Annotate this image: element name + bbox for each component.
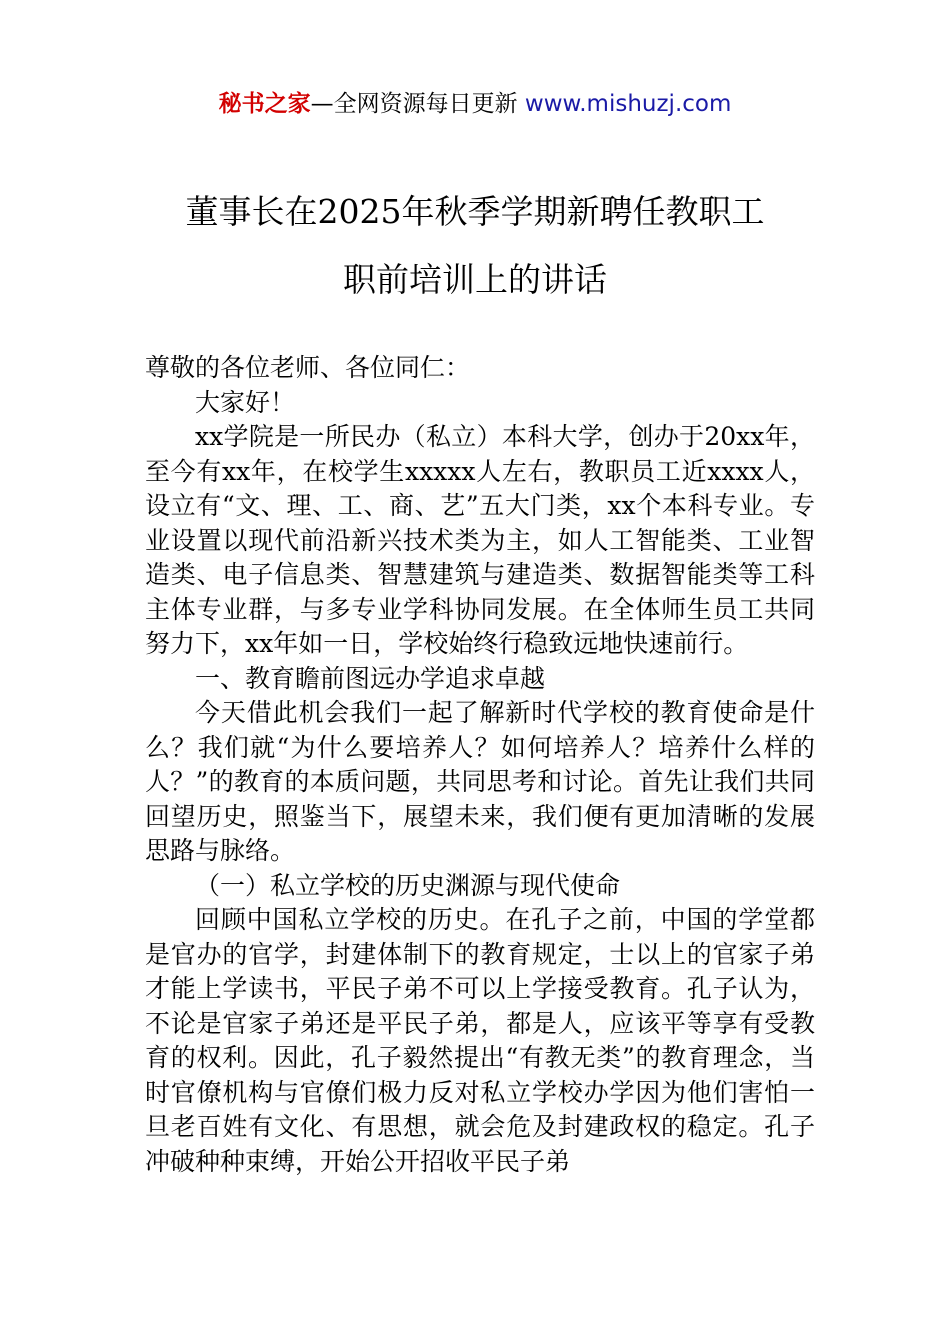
site-url-link[interactable]: www.mishuzj.com xyxy=(524,91,732,117)
document-body xyxy=(145,351,815,1179)
banner-slogan: —全网资源每日更新 xyxy=(310,91,518,117)
brand-name: 秘书之家 xyxy=(218,91,311,117)
salutation: 尊敬的各位老师、各位同仁： xyxy=(145,353,471,382)
paragraph-history: 回顾中国私立学校的历史。在孔子之前，中国的学堂都是官办的官学，封建体制下的教育规定，士以上的官家子弟才能上学读书，平民子弟不可以上学接受教育。孔子认为，不论是官家子弟还是平民子弟，都是人，应该平等享有受教育的权利。因此，孔子毅然提出“有教无类”的教育理念，当时官僚机构与官僚们极力反对私立学校办学因为他们害怕一旦老百姓有文化、有思想，就会危及封建政权的稳定。孔子冲破种种束缚，开始公开招收平民子弟 xyxy=(145,905,815,1176)
greeting: 大家好！ xyxy=(195,387,296,417)
site-banner xyxy=(0,86,950,122)
paragraph-mission: 今天借此机会我们一起了解新时代学校的教育使命是什么？我们就“为什么要培养人？如何培养人？培养什么样的人？”的教育的本质问题，共同思考和讨论。首先让我们共同回望历史，照鉴当下，展望未来，我们便有更加清晰的发展思路与脉络。 xyxy=(145,698,815,865)
document-title-line-1: 董事长在2025年秋季学期新聘任教职工 xyxy=(185,192,765,231)
document-title-line-2: 职前培训上的讲话 xyxy=(343,260,607,299)
section-heading-1-1: （一）私立学校的历史渊源与现代使命 xyxy=(195,870,621,900)
paragraph-intro: xx学院是一所民办（私立）本科大学，创办于20xx年，至今有xx年，在校学生xxxxx人左右，教职员工近xxxx人，设立有“文、理、工、商、艺”五大门类，xx个本科专业。专业设置以现代前沿新兴技术类为主，如人工智能类、工业智造类、电子信息类、智慧建筑与建造类、数据智能类等工科主体专业群，与多专业学科协同发展。在全体师生员工共同努力下，xx年如一日，学校始终行稳致远地快速前行。 xyxy=(145,422,815,658)
section-heading-1: 一、教育瞻前图远办学追求卓越 xyxy=(195,663,546,693)
